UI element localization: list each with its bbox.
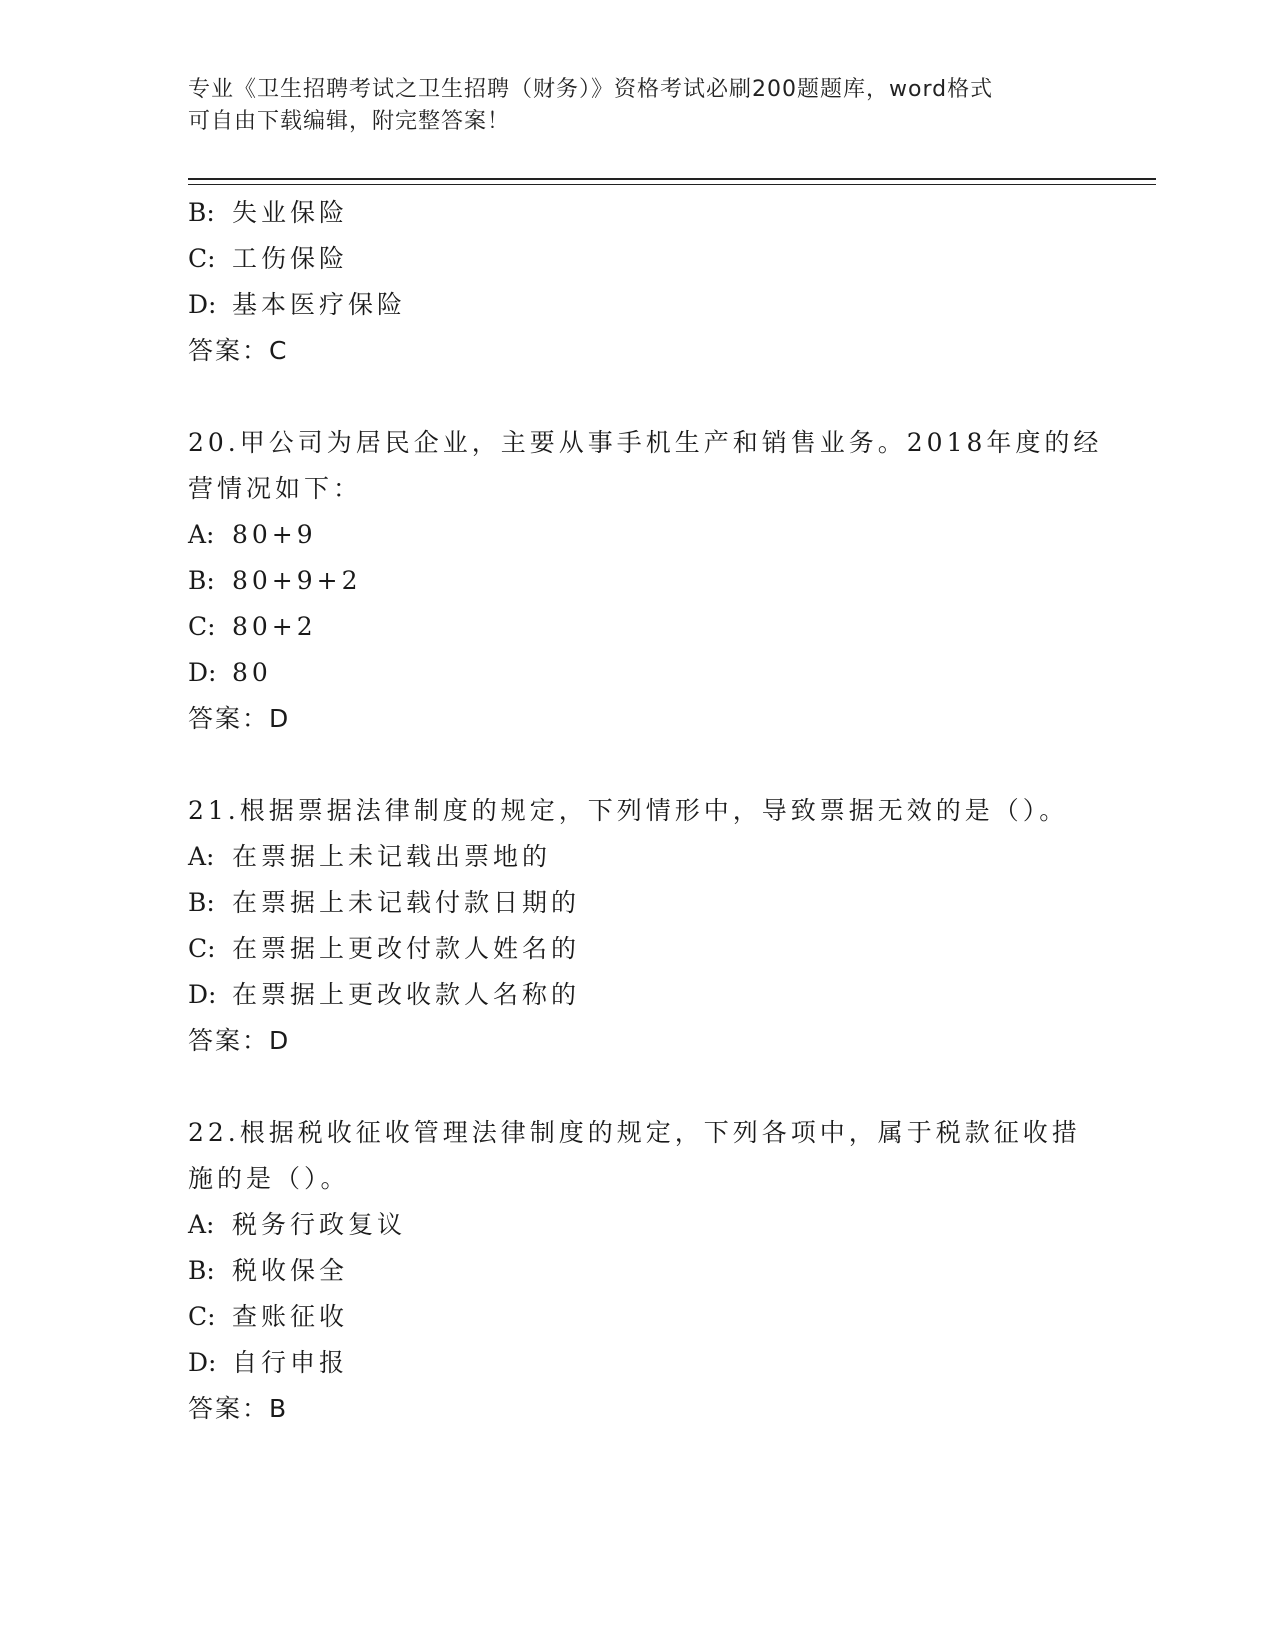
question-text-line: 21.根据票据法律制度的规定，下列情形中，导致票据无效的是（）。	[188, 796, 1069, 825]
document-header	[188, 74, 1068, 138]
option-d: D: 自行申报	[188, 1348, 349, 1377]
option-a: A: 在票据上未记载出票地的	[188, 842, 552, 871]
header-line-2: 可自由下载编辑，附完整答案！	[188, 109, 511, 134]
option-b: B: 税收保全	[188, 1256, 349, 1285]
option-d: D: 基本医疗保险	[188, 290, 407, 319]
question-text-line: 22.根据税收征收管理法律制度的规定，下列各项中，属于税款征收措	[188, 1118, 1081, 1147]
answer-line: 答案：D	[188, 704, 291, 733]
question-content	[188, 190, 1103, 1432]
option-d: D: 在票据上更改收款人名称的	[188, 980, 581, 1009]
option-c: C: 在票据上更改付款人姓名的	[188, 934, 581, 963]
question-text-line: 施的是（）。	[188, 1164, 350, 1193]
header-line-1: 专业《卫生招聘考试之卫生招聘（财务）》资格考试必刷200题题库，word格式	[188, 77, 994, 102]
question-21	[188, 788, 1088, 1064]
question-19-continuation	[188, 190, 1088, 374]
header-rule-thin	[188, 184, 1156, 185]
option-a: A: 税务行政复议	[188, 1210, 407, 1239]
answer-line: 答案：D	[188, 1026, 291, 1055]
option-c: C: 工伤保险	[188, 244, 349, 273]
option-d: D: 80	[188, 658, 272, 687]
question-22	[188, 1110, 1088, 1432]
option-a: A: 80+9	[188, 520, 317, 549]
option-c: C: 80+2	[188, 612, 317, 641]
question-text-line: 20.甲公司为居民企业，主要从事手机生产和销售业务。2018年度的经	[188, 428, 1103, 457]
answer-line: 答案：B	[188, 1394, 289, 1423]
option-b: B: 失业保险	[188, 198, 349, 227]
answer-line: 答案：C	[188, 336, 289, 365]
option-b: B: 80+9+2	[188, 566, 362, 595]
header-rule-thick	[188, 178, 1156, 180]
question-20	[188, 420, 1103, 742]
option-c: C: 查账征收	[188, 1302, 349, 1331]
question-text-line: 营情况如下：	[188, 474, 363, 503]
option-b: B: 在票据上未记载付款日期的	[188, 888, 581, 917]
